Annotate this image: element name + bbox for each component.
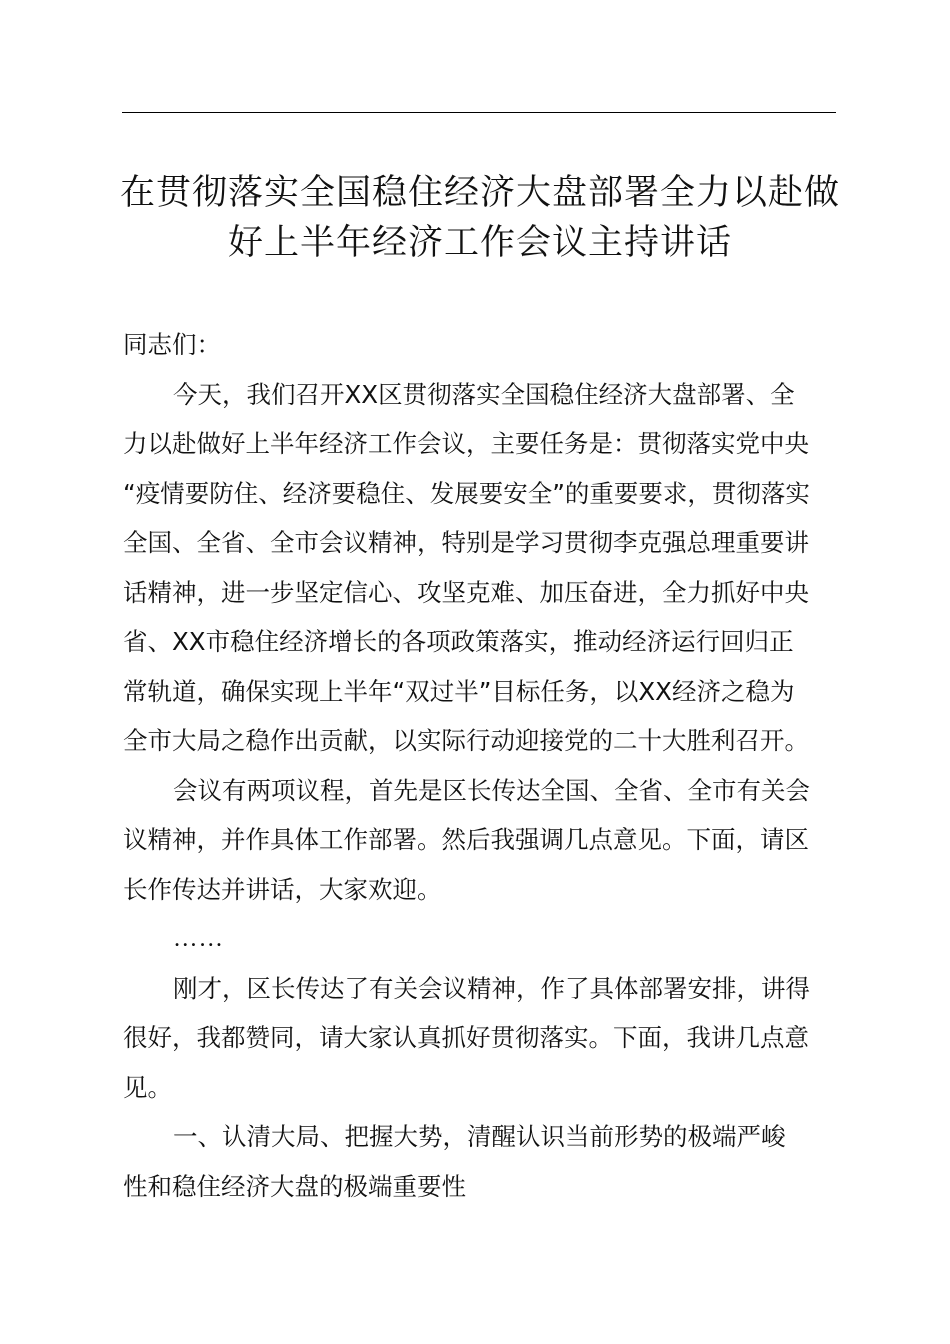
paragraph-transition — [123, 964, 839, 1113]
title-line: 在贯彻落实全国稳住经济大盘部署全力以赴做 — [119, 173, 840, 213]
document-body — [123, 320, 839, 1212]
paragraph-line: 常轨道，确保实现上半年“双过半”目标任务，以XX经济之稳为 — [123, 676, 795, 706]
paragraph-line: 全国、全省、全市会议精神，特别是学习贯彻李克强总理重要讲 — [123, 528, 809, 557]
ellipsis: …… — [173, 925, 224, 952]
title-line: 好上半年经济工作会议主持讲话 — [227, 223, 732, 263]
paragraph-line: 会议有两项议程，首先是区长传达全国、全省、全市有关会 — [173, 775, 810, 805]
header-rule — [122, 112, 836, 113]
paragraph-line: 力以赴做好上半年经济工作会议，主要任务是：贯彻落实党中央 — [123, 429, 809, 458]
paragraph-line: 见。 — [123, 1072, 172, 1102]
section-heading-1 — [123, 1112, 839, 1212]
paragraph-line: “疫情要防住、经济要稳住、发展要安全”的重要要求，贯彻落实 — [123, 478, 810, 508]
section-heading-line: 性和稳住经济大盘的极端重要性 — [123, 1172, 466, 1201]
paragraph-line: 长作传达并讲话，大家欢迎。 — [123, 874, 442, 904]
paragraph-line: 省、XX市稳住经济增长的各项政策落实，推动经济运行回归正 — [123, 627, 794, 656]
paragraph-agenda — [123, 766, 839, 915]
paragraph-line: 全市大局之稳作出贡献，以实际行动迎接党的二十大胜利召开。 — [123, 726, 809, 755]
paragraph-line: 今天，我们召开XX区贯彻落实全国稳住经济大盘部署、全 — [173, 379, 795, 409]
document-title — [110, 168, 850, 268]
paragraph-opening — [123, 370, 839, 766]
paragraph-line: 议精神，并作具体工作部署。然后我强调几点意见。下面，请区 — [123, 825, 809, 854]
salutation: 同志们： — [123, 330, 221, 359]
paragraph-line: 话精神，进一步坚定信心、攻坚克难、加压奋进，全力抓好中央 — [123, 577, 809, 607]
section-heading-line: 一、认清大局、把握大势，清醒认识当前形势的极端严峻 — [173, 1122, 786, 1151]
paragraph-line: 很好，我都赞同，请大家认真抓好贯彻落实。下面，我讲几点意 — [123, 1023, 809, 1052]
paragraph-line: 刚才，区长传达了有关会议精神，作了具体部署安排，讲得 — [173, 973, 810, 1003]
